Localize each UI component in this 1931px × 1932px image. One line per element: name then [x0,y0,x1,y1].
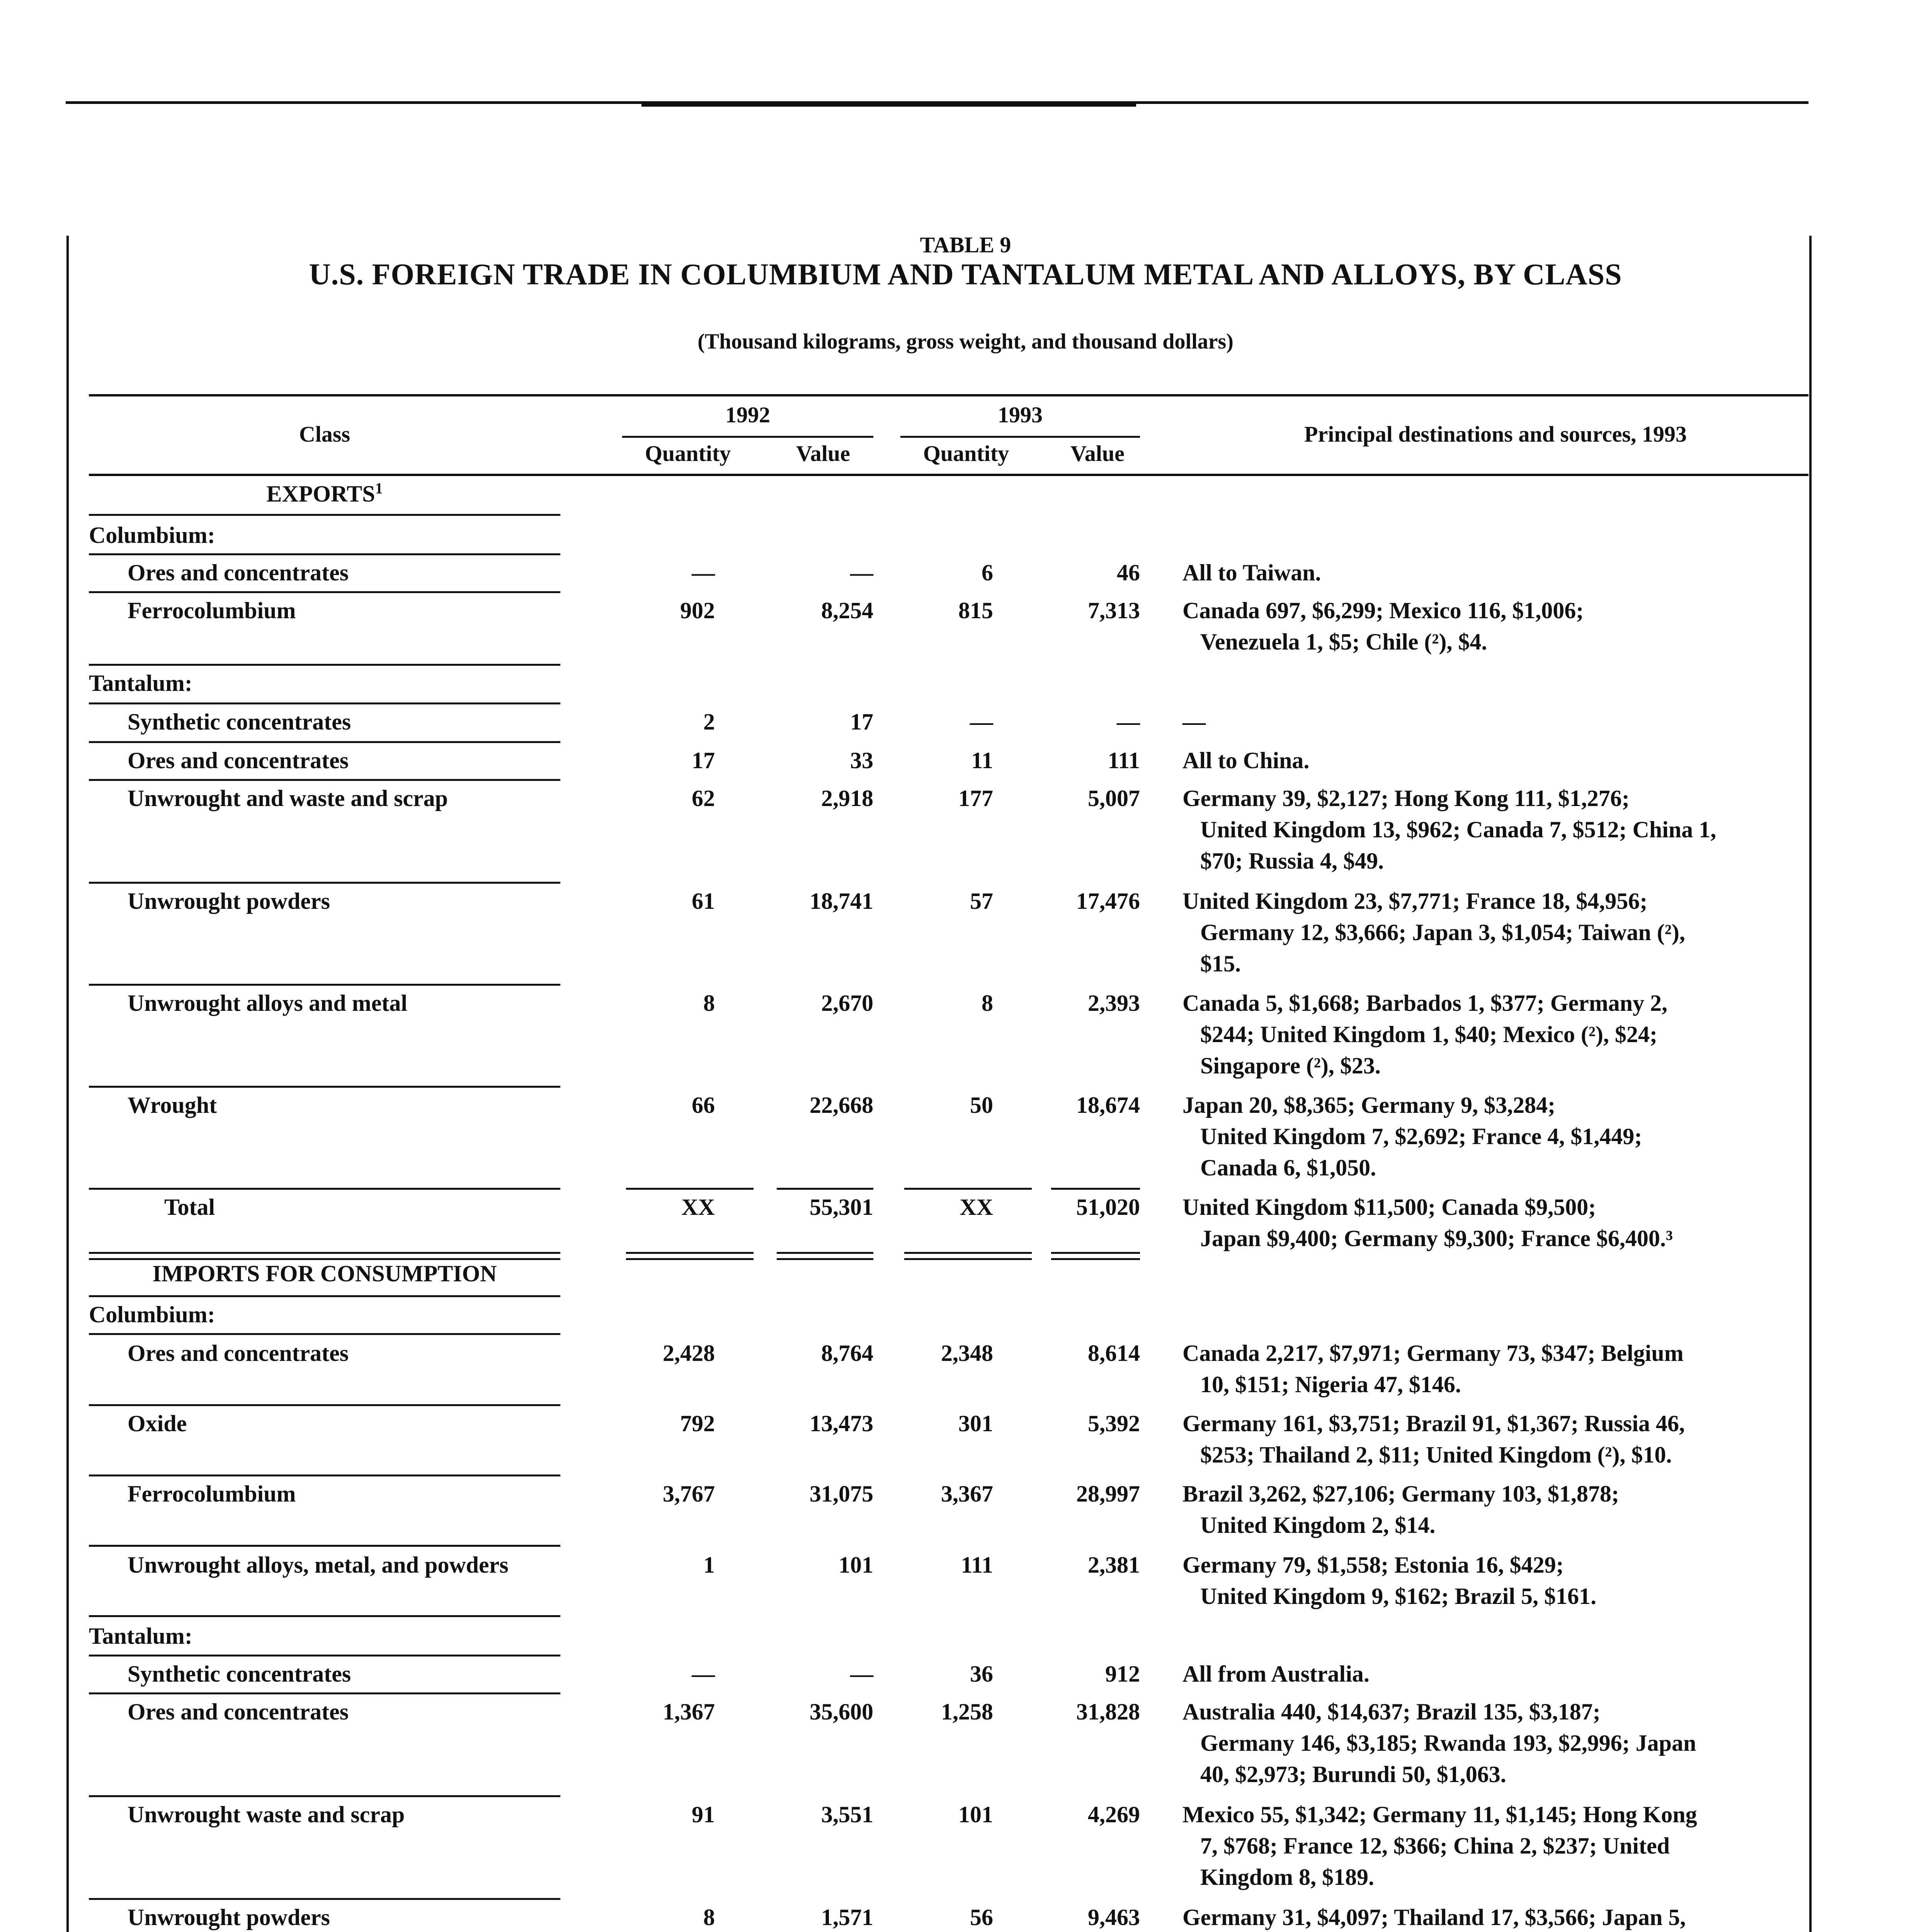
row-q93: 8 [982,990,993,1016]
double-rule [904,1258,1032,1260]
row-v93: 28,997 [1076,1481,1140,1507]
divider [89,702,560,704]
double-rule [777,1252,873,1254]
row-destinations: — [1182,709,1206,735]
row-destinations: Germany 39, $2,127; Hong Kong 111, $1,276; United Kingdom 13, $962; Canada 7, $512; China 1, $70; Russia 4, $49. [1182,786,1717,874]
row-class: Unwrought alloys and metal [128,990,407,1016]
row-class: Synthetic concentrates [128,709,351,735]
row-v93: 2,381 [1088,1552,1140,1578]
row-class: Ores and concentrates [128,1340,349,1366]
year2-underline [900,436,1140,438]
row-v93: 5,007 [1088,786,1140,811]
row-v93: 17,476 [1076,888,1140,914]
table-title: U.S. FOREIGN TRADE IN COLUMBIUM AND TANTALUM METAL AND ALLOYS, BY CLASS [309,257,1622,291]
row-v93: 9,463 [1088,1905,1140,1930]
row-v92: 13,473 [810,1411,873,1436]
double-rule [1051,1252,1140,1254]
row-q93: 56 [970,1905,993,1930]
row-destinations: Japan 20, $8,365; Germany 9, $3,284; United Kingdom 7, $2,692; France 4, $1,449; Canada 6, $1,050. [1182,1092,1642,1180]
row-v92: 3,551 [821,1802,873,1827]
row-class: Total [164,1194,215,1220]
row-destinations: Brazil 3,262, $27,106; Germany 103, $1,878; United Kingdom 2, $14. [1182,1481,1619,1538]
top-rule-thick [641,102,1136,107]
row-q92: 66 [692,1092,715,1118]
row-v93: 912 [1105,1661,1140,1687]
row-v92: 17 [850,709,873,735]
divider [89,1898,560,1900]
row-q92: — [692,1661,715,1687]
divider [89,664,560,666]
divider [89,1692,560,1694]
row-destinations: United Kingdom $11,500; Canada $9,500; Japan $9,400; Germany $9,300; France $6,400.³ [1182,1194,1673,1251]
row-destinations: Germany 31, $4,097; Thailand 17, $3,566; Japan 5, [1182,1905,1686,1930]
table-units: (Thousand kilograms, gross weight, and thousand dollars) [698,330,1233,354]
row-v92: 1,571 [821,1905,873,1930]
divider [89,741,560,743]
row-q92: 62 [692,786,715,811]
divider [89,1475,560,1476]
row-v92: 22,668 [810,1092,873,1118]
row-q93: — [970,709,993,735]
divider [89,1545,560,1547]
exports-heading: EXPORTS$^1$ [266,480,383,507]
exports-tantalum-label: Tantalum: [89,670,192,696]
row-v93: 51,020 [1076,1194,1140,1220]
divider [89,591,560,593]
row-v93: 7,313 [1088,598,1140,623]
row-q93: 177 [958,786,993,811]
row-v93: 4,269 [1088,1802,1140,1827]
row-destinations: Mexico 55, $1,342; Germany 11, $1,145; Hong Kong 7, $768; France 12, $366; China 2, $237; United Kingdom 8, $189. [1182,1802,1697,1890]
row-q92: 17 [692,748,715,773]
row-v92: 33 [850,748,873,773]
row-q92: 1 [703,1552,715,1578]
row-class: Unwrought powders [128,888,330,914]
year-1992-header: 1992 [725,402,770,427]
double-rule [626,1252,754,1254]
row-q92: 91 [692,1802,715,1827]
row-v93: — [1117,709,1140,735]
left-margin-rule [66,236,69,1932]
header-bottom-rule [89,474,1809,476]
row-q92: 2 [703,709,715,735]
imports-heading: IMPORTS FOR CONSUMPTION [152,1261,497,1286]
row-v92: 2,670 [821,990,873,1016]
row-q93: 815 [958,598,993,623]
row-class: Ores and concentrates [128,1699,349,1725]
imports-columbium-label: Columbium: [89,1302,215,1327]
value-1993-header: Value [1070,441,1125,466]
divider [89,1295,560,1297]
row-v92: 55,301 [810,1194,873,1220]
row-q92: 902 [680,598,715,623]
row-destinations: All to Taiwan. [1182,560,1321,585]
row-v92: — [850,560,873,585]
imports-tantalum-label: Tantalum: [89,1623,192,1649]
divider [89,779,560,781]
right-margin-rule [1809,236,1812,1932]
row-v92: 18,741 [810,888,873,914]
row-v93: 8,614 [1088,1340,1140,1366]
divider [89,882,560,884]
row-destinations: United Kingdom 23, $7,771; France 18, $4,956; Germany 12, $3,666; Japan 3, $1,054; Taiwan (²), $15. [1182,888,1685,976]
total-line [1051,1188,1140,1190]
row-q93: 111 [961,1552,993,1578]
double-rule [1051,1258,1140,1260]
row-q92: 1,367 [663,1699,715,1725]
divider [89,553,560,555]
divider [89,1404,560,1406]
row-v93: 46 [1117,560,1140,585]
row-q93: 11 [971,748,993,773]
row-class: Unwrought alloys, metal, and powders [128,1552,509,1578]
row-q92: 8 [703,1905,715,1930]
exports-heading-underline [89,514,560,516]
total-line [626,1188,754,1190]
divider [89,1795,560,1797]
row-v92: 31,075 [810,1481,873,1507]
row-q93: 301 [958,1411,993,1436]
row-v92: 35,600 [810,1699,873,1725]
year-1993-header: 1993 [998,402,1043,427]
row-q93: XX [960,1194,993,1220]
row-destinations: Germany 161, $3,751; Brazil 91, $1,367; Russia 46, $253; Thailand 2, $11; United Kingdom (²), $10. [1182,1411,1685,1468]
row-q93: 6 [982,560,993,585]
row-class: Oxide [128,1411,187,1436]
row-v92: 2,918 [821,786,873,811]
row-class: Ores and concentrates [128,748,349,773]
row-q93: 50 [970,1092,993,1118]
row-v92: 8,764 [821,1340,873,1366]
table-label: TABLE 9 [920,232,1011,257]
row-q93: 3,367 [941,1481,993,1507]
double-rule [904,1252,1032,1254]
row-destinations: All to China. [1182,748,1310,773]
double-rule [89,1252,560,1254]
row-q93: 101 [958,1802,993,1827]
divider [89,1333,560,1335]
destinations-header: Principal destinations and sources, 1993 [1304,422,1687,447]
row-class: Unwrought powders [128,1905,330,1930]
row-class: Ferrocolumbium [128,598,296,623]
row-v93: 2,393 [1088,990,1140,1016]
double-rule [89,1258,560,1260]
row-q92: XX [681,1194,715,1220]
row-q92: 61 [692,888,715,914]
divider [89,1188,560,1190]
row-destinations: Canada 2,217, $7,971; Germany 73, $347; Belgium 10, $151; Nigeria 47, $146. [1182,1340,1684,1397]
row-v92: — [850,1661,873,1687]
row-q92: 3,767 [663,1481,715,1507]
row-destinations: Canada 697, $6,299; Mexico 116, $1,006; Venezuela 1, $5; Chile (²), $4. [1182,598,1584,655]
row-q93: 2,348 [941,1340,993,1366]
row-v93: 5,392 [1088,1411,1140,1436]
row-q93: 36 [970,1661,993,1687]
row-destinations: Canada 5, $1,668; Barbados 1, $377; Germany 2, $244; United Kingdom 1, $40; Mexico (²), $24; Singapore (²), $23. [1182,990,1668,1078]
row-q92: 2,428 [663,1340,715,1366]
double-rule [626,1258,754,1260]
row-q93: 57 [970,888,993,914]
row-class: Ferrocolumbium [128,1481,296,1507]
total-line [777,1188,873,1190]
year1-underline [622,436,873,438]
header-top-rule [89,394,1809,396]
divider [89,1615,560,1617]
row-class: Unwrought waste and scrap [128,1802,405,1827]
divider [89,1655,560,1656]
row-class: Unwrought and waste and scrap [128,786,448,811]
row-v93: 31,828 [1076,1699,1140,1725]
row-destinations: All from Australia. [1182,1661,1370,1687]
row-v93: 111 [1108,748,1140,773]
class-header: Class [299,422,350,447]
double-rule [777,1258,873,1260]
row-class: Synthetic concentrates [128,1661,351,1687]
row-q92: 8 [703,990,715,1016]
value-1992-header: Value [796,441,850,466]
quantity-1992-header: Quantity [645,441,731,466]
total-line [904,1188,1032,1190]
row-class: Ores and concentrates [128,560,349,585]
row-q92: — [692,560,715,585]
row-q92: 792 [680,1411,715,1436]
row-v92: 101 [839,1552,873,1578]
row-q93: 1,258 [941,1699,993,1725]
divider [89,1086,560,1088]
row-v93: 18,674 [1076,1092,1140,1118]
divider [89,984,560,986]
row-destinations: Australia 440, $14,637; Brazil 135, $3,187; Germany 146, $3,185; Rwanda 193, $2,996; Japan 40, $2,973; Burundi 50, $1,063. [1182,1699,1696,1787]
exports-columbium-label: Columbium: [89,522,215,548]
row-v92: 8,254 [821,598,873,623]
row-class: Wrought [128,1092,217,1118]
row-destinations: Germany 79, $1,558; Estonia 16, $429; United Kingdom 9, $162; Brazil 5, $161. [1182,1552,1597,1609]
quantity-1993-header: Quantity [923,441,1009,466]
